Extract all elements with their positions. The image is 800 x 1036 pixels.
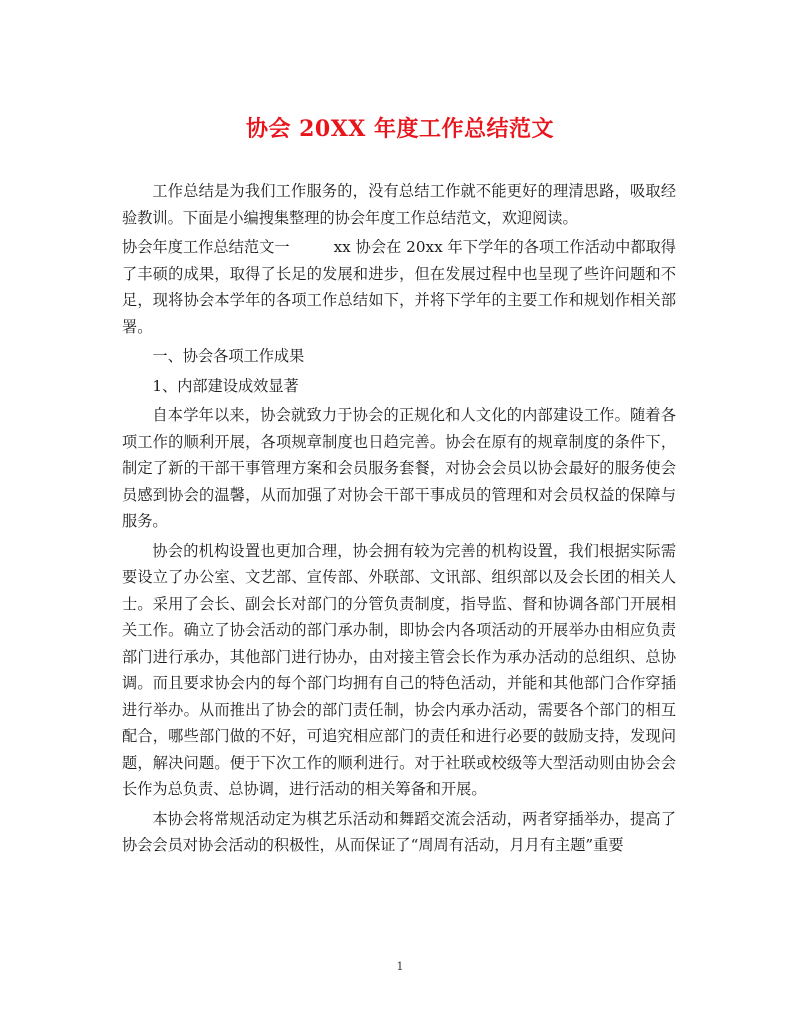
sample-paragraph bbox=[122, 234, 676, 340]
intro-paragraph: 工作总结是为我们工作服务的，没有总结工作就不能更好的理清思路，吸取经验教训。下面是小编搜集整理的协会年度工作总结范文，欢迎阅读。 bbox=[122, 182, 676, 227]
document-body bbox=[122, 178, 676, 859]
body-paragraph-2: 协会的机构设置也更加合理，协会拥有较为完善的机构设置，我们根据实际需要设立了办公室、文艺部、宣传部、外联部、文讯部、组织部以及会长团的相关人士。采用了会长、副会长对部门的分管负责制度，指导监、督和协调各部门开展相关工作。确立了协会活动的部门承办制，即协会内各项活动的开展举办由相应负责部门进行承办，其他部门进行协办，由对接主管会长作为承办活动的总组织、总协调。而且要求协会内的每个部门均拥有自己的特色活动，并能和其他部门合作穿插进行举办。从而推出了协会的部门责任制，协会内承办活动，需要各个部门的相互配合，哪些部门做的不好，可追究相应部门的责任和进行必要的鼓励支持，发现问题，解决问题。便于下次工作的顺利进行。对于社联或校级等大型活动则由协会会长作为总负责、总协调，进行活动的相关筹备和开展。 bbox=[122, 541, 676, 798]
body-paragraph-3: 本协会将常规活动定为棋艺乐活动和舞蹈交流会活动，两者穿插举办，提高了协会会员对协会活动的积极性，从而保证了“周周有活动，月月有主题”重要 bbox=[122, 809, 676, 854]
section-heading: 一、协会各项工作成果 bbox=[152, 347, 305, 365]
sample-label: 协会年度工作总结范文一 bbox=[122, 238, 290, 256]
body-paragraph-1: 自本学年以来，协会就致力于协会的正规化和人文化的内部建设工作。随着各项工作的顺利开展，各项规章制度也日趋完善。协会在原有的规章制度的条件下，制定了新的干部干事管理方案和会员服务套餐，对协会会员以协会最好的服务使会员感到协会的温馨，从而加强了对协会干部干事成员的管理和对会员权益的保障与服务。 bbox=[122, 406, 676, 530]
page-number: 1 bbox=[396, 960, 404, 973]
subsection-heading: 1、内部建设成效显著 bbox=[152, 376, 299, 395]
document-title: 协会 20XX 年度工作总结范文 bbox=[245, 116, 555, 142]
sample-text: xx 协会在 20xx 年下学年的各项工作活动中都取得了丰硕的成果，取得了长足的发展和进步，但在发展过程中也呈现了些许问题和不足，现将协会本学年的各项工作总结如下，并将下学年的主要工作和规划作相关部署。 bbox=[122, 238, 676, 336]
